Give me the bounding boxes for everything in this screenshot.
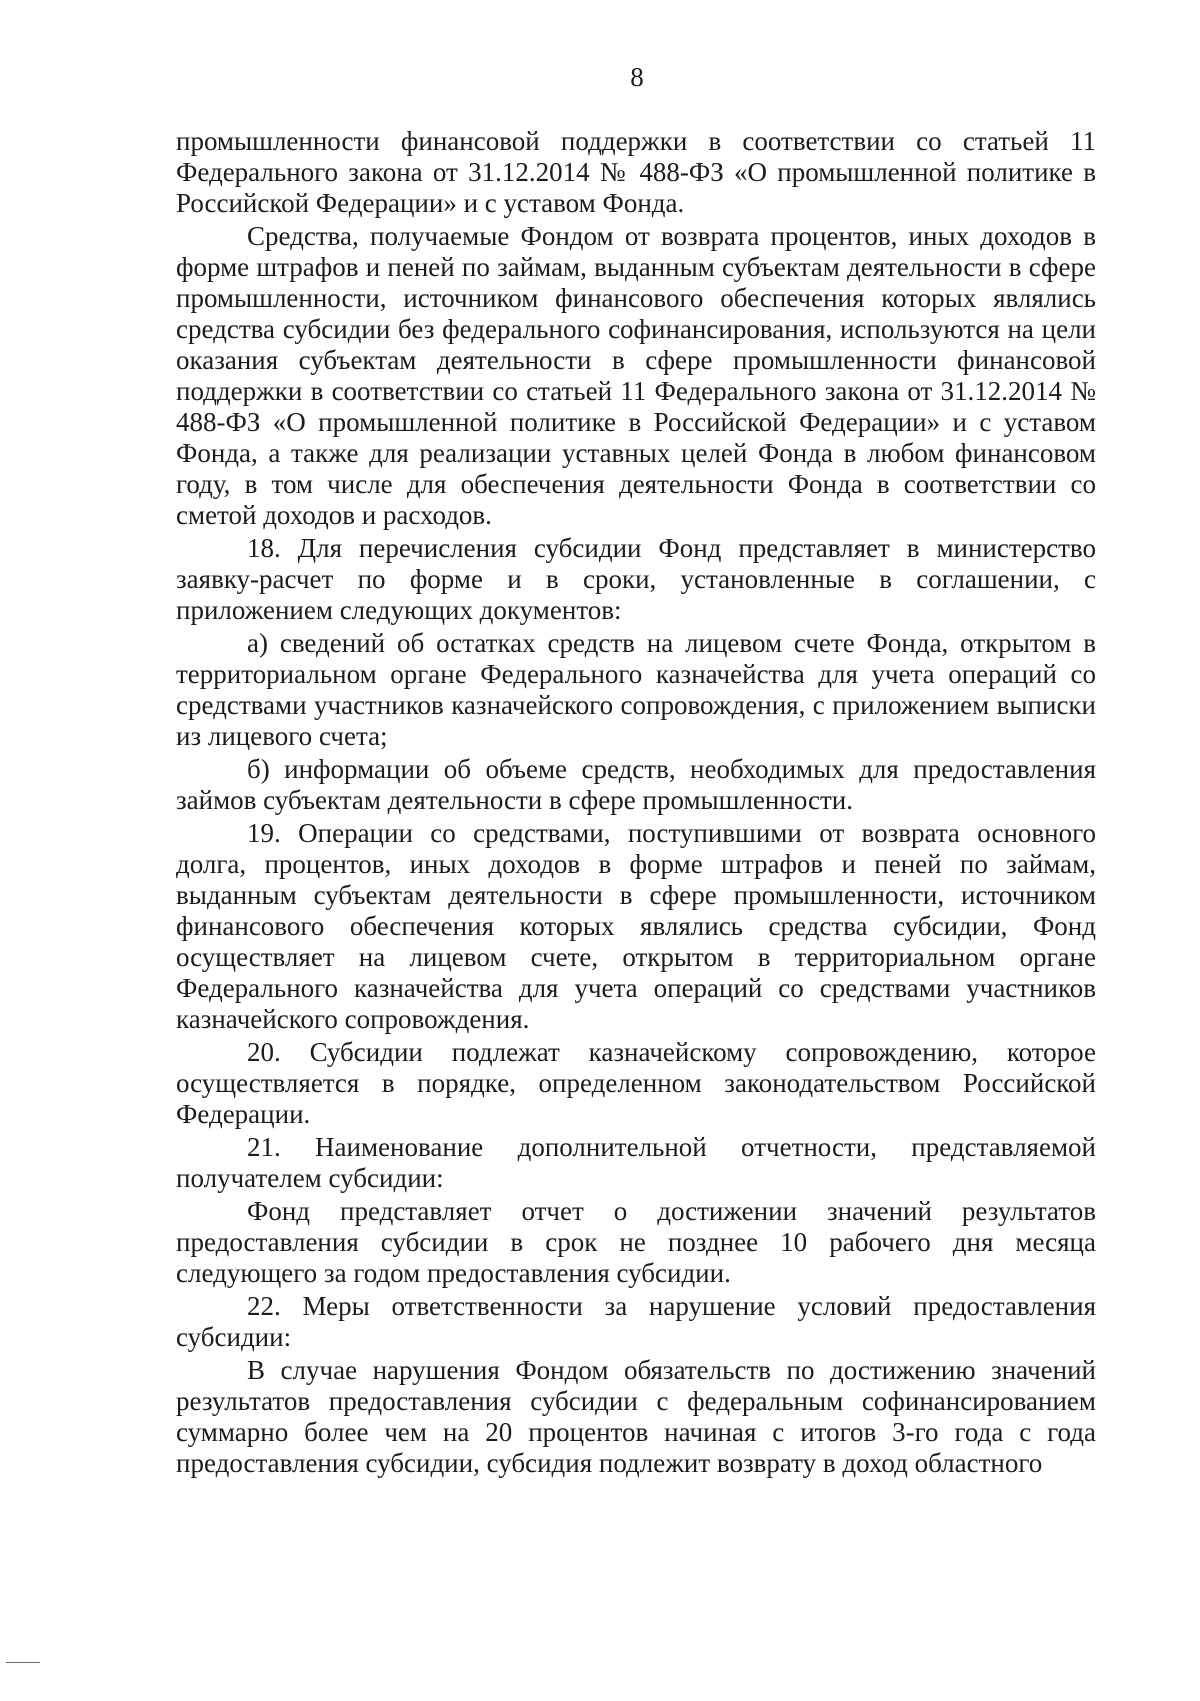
paragraph-21: 21. Наименование дополнительной отчетности, представляемой получателем субсидии:: [176, 1132, 1096, 1193]
paragraph-22: 22. Меры ответственности за нарушение условий предоставления субсидии:: [176, 1291, 1096, 1352]
paragraph-22-violation: В случае нарушения Фондом обязательств по достижению значений результатов предоставления субсидии с федеральным софинансированием суммарно более чем на 20 процентов начиная с итогов 3-го года с года предоставления субсидии, субсидия подлежит возврату в доход областного: [176, 1355, 1096, 1478]
document-body: [176, 126, 1096, 1481]
paragraph-19: 19. Операции со средствами, поступившими от возврата основного долга, процентов, иных доходов в форме штрафов и пеней по займам, выданным субъектам деятельности в сфере промышленности, источником финансового обеспечения которых являлись средства субсидии, Фонд осуществляет на лицевом счете, открытом в территориальном органе Федерального казначейства для учета операций со средствами участников казначейского сопровождения.: [176, 818, 1096, 1034]
paragraph-fund-income: Средства, получаемые Фондом от возврата процентов, иных доходов в форме штрафов и пеней по займам, выданным субъектам деятельности в сфере промышленности, источником финансового обеспечения которых являлись средства субсидии без федерального софинансирования, используются на цели оказания субъектам деятельности в сфере промышленности финансовой поддержки в соответствии со статьей 11 Федерального закона от 31.12.2014 № 488-ФЗ «О промышленной политике в Российской Федерации» и с уставом Фонда, а также для реализации уставных целей Фонда в любом финансовом году, в том числе для обеспечения деятельности Фонда в соответствии со сметой доходов и расходов.: [176, 221, 1096, 530]
paragraph-continuation: промышленности финансовой поддержки в соответствии со статьей 11 Федерального закона от 31.12.2014 № 488-ФЗ «О промышленной политике в Российской Федерации» и с уставом Фонда.: [176, 126, 1096, 218]
paragraph-21-report: Фонд представляет отчет о достижении значений результатов предоставления субсидии в срок не позднее 10 рабочего дня месяца следующего за годом предоставления субсидии.: [176, 1196, 1096, 1288]
page-number: 8: [630, 62, 644, 92]
margin-scan-mark: [6, 1662, 40, 1663]
paragraph-18: 18. Для перечисления субсидии Фонд представляет в министерство заявку-расчет по форме и в сроки, установленные в соглашении, с приложением следующих документов:: [176, 533, 1096, 625]
paragraph-18-a: а) сведений об остатках средств на лицевом счете Фонда, открытом в территориальном органе Федерального казначейства для учета операций со средствами участников казначейского сопровождения, с приложением выписки из лицевого счета;: [176, 628, 1096, 751]
paragraph-20: 20. Субсидии подлежат казначейскому сопровождению, которое осуществляется в порядке, определенном законодательством Российской Федерации.: [176, 1037, 1096, 1129]
paragraph-18-b: б) информации об объеме средств, необходимых для предоставления займов субъектам деятельности в сфере промышленности.: [176, 754, 1096, 815]
